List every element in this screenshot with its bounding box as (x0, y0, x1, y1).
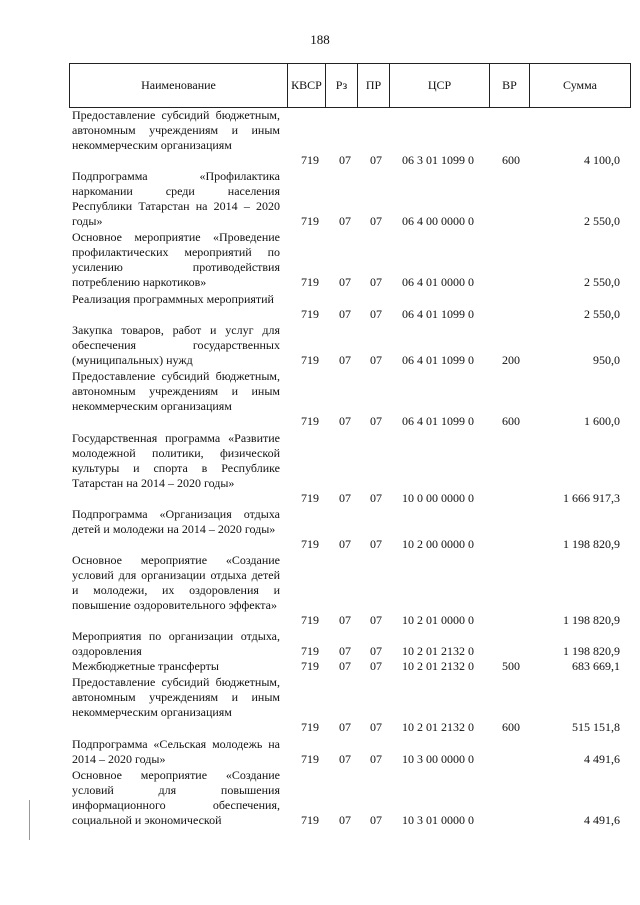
row-name: Закупка товаров, работ и услуг для обеспечения государственных (муниципальных) нужд (72, 323, 280, 367)
row-name: Основное мероприятие «Создание условий для организации отдыха детей и молодежи, их оздоровления и повышение оздоровительного эффекта» (72, 553, 280, 612)
row-sum: 4 100,0 (584, 153, 620, 167)
row-pr: 07 (370, 813, 382, 827)
row-kvsr: 719 (301, 491, 319, 505)
row-kvsr: 719 (301, 720, 319, 734)
row-name: Предоставление субсидий бюджетным, автономным учреждениям и иным некоммерческим организациям (72, 675, 280, 719)
row-pr: 07 (370, 153, 382, 167)
row-kvsr: 719 (301, 153, 319, 167)
row-csr: 06 4 01 1099 0 (402, 353, 474, 367)
row-pr: 07 (370, 659, 382, 673)
row-name: Предоставление субсидий бюджетным, автономным учреждениям и иным некоммерческим организациям (72, 108, 280, 152)
row-rz: 07 (339, 752, 351, 766)
row-sum: 2 550,0 (584, 275, 620, 289)
row-sum: 4 491,6 (584, 752, 620, 766)
row-sum: 2 550,0 (584, 307, 620, 321)
row-rz: 07 (339, 720, 351, 734)
row-name: Предоставление субсидий бюджетным, автономным учреждениям и иным некоммерческим организациям (72, 369, 280, 413)
row-sum: 4 491,6 (584, 813, 620, 827)
row-pr: 07 (370, 752, 382, 766)
row-csr: 10 2 01 2132 0 (402, 659, 474, 673)
row-rz: 07 (339, 153, 351, 167)
table-row (0, 323, 640, 368)
table-row (0, 292, 640, 322)
row-kvsr: 719 (301, 307, 319, 321)
row-kvsr: 719 (301, 659, 319, 673)
row-name: Реализация программных мероприятий (72, 292, 274, 306)
row-kvsr: 719 (301, 353, 319, 367)
row-csr: 10 3 00 0000 0 (402, 752, 474, 766)
row-sum: 1 198 820,9 (563, 644, 620, 658)
row-sum: 2 550,0 (584, 214, 620, 228)
row-rz: 07 (339, 659, 351, 673)
column-header-sum: Сумма (563, 78, 597, 92)
row-csr: 06 3 01 1099 0 (402, 153, 474, 167)
row-sum: 1 666 917,3 (563, 491, 620, 505)
row-pr: 07 (370, 537, 382, 551)
table-row (0, 369, 640, 429)
row-name: Мероприятия по организации отдыха, оздоровления (72, 629, 280, 658)
table-row (0, 507, 640, 552)
column-header-rz: Рз (326, 64, 358, 107)
row-rz: 07 (339, 353, 351, 367)
row-sum: 1 198 820,9 (563, 613, 620, 627)
table-row (0, 737, 640, 767)
row-vr: 600 (502, 720, 520, 734)
row-kvsr: 719 (301, 275, 319, 289)
row-pr: 07 (370, 275, 382, 289)
row-rz: 07 (339, 613, 351, 627)
row-pr: 07 (370, 613, 382, 627)
row-csr: 10 0 00 0000 0 (402, 491, 474, 505)
row-vr: 600 (502, 414, 520, 428)
row-csr: 10 2 01 2132 0 (402, 644, 474, 658)
row-csr: 06 4 01 1099 0 (402, 307, 474, 321)
row-pr: 07 (370, 644, 382, 658)
row-pr: 07 (370, 307, 382, 321)
row-name: Основное мероприятие «Создание условий для повышения информационного обеспечения, социальной и экономической (72, 768, 280, 827)
row-vr: 200 (502, 353, 520, 367)
row-vr: 500 (502, 659, 520, 673)
row-name: Государственная программа «Развитие молодежной политики, физической культуры и спорта в Республике Татарстан на 2014 – 2020 годы» (72, 431, 280, 490)
row-kvsr: 719 (301, 537, 319, 551)
row-rz: 07 (339, 644, 351, 658)
column-header-pr: ПР (358, 64, 390, 107)
row-kvsr: 719 (301, 414, 319, 428)
row-kvsr: 719 (301, 613, 319, 627)
table-row (0, 659, 640, 674)
row-rz: 07 (339, 214, 351, 228)
row-pr: 07 (370, 414, 382, 428)
row-name: Подпрограмма «Профилактика наркомании среди населения Республики Татарстан на 2014 – 2020 годы» (72, 169, 280, 228)
column-header-vr: ВР (490, 64, 530, 107)
row-rz: 07 (339, 275, 351, 289)
page-number: 188 (310, 32, 330, 47)
row-sum: 1 600,0 (584, 414, 620, 428)
column-header-name: Наименование (70, 64, 288, 107)
row-rz: 07 (339, 813, 351, 827)
row-vr: 600 (502, 153, 520, 167)
table-row (0, 629, 640, 659)
column-header-kvsr: КВСР (288, 64, 326, 107)
row-sum: 683 669,1 (572, 659, 620, 673)
row-pr: 07 (370, 491, 382, 505)
row-rz: 07 (339, 307, 351, 321)
table-row (0, 768, 640, 828)
row-csr: 10 2 00 0000 0 (402, 537, 474, 551)
scan-margin-mark (29, 800, 30, 840)
table-row (0, 169, 640, 229)
row-csr: 10 3 01 0000 0 (402, 813, 474, 827)
table-header (69, 63, 631, 108)
row-rz: 07 (339, 537, 351, 551)
table-row (0, 431, 640, 506)
row-pr: 07 (370, 353, 382, 367)
row-csr: 10 2 01 0000 0 (402, 613, 474, 627)
row-name: Подпрограмма «Организация отдыха детей и молодежи на 2014 – 2020 годы» (72, 507, 280, 536)
row-sum: 515 151,8 (572, 720, 620, 734)
row-pr: 07 (370, 720, 382, 734)
row-name: Подпрограмма «Сельская молодежь на 2014 – 2020 годы» (72, 737, 280, 766)
table-row (0, 230, 640, 290)
row-rz: 07 (339, 414, 351, 428)
row-sum: 950,0 (593, 353, 620, 367)
row-csr: 06 4 01 0000 0 (402, 275, 474, 289)
column-header-csr: ЦСР (390, 64, 490, 107)
row-pr: 07 (370, 214, 382, 228)
row-csr: 06 4 01 1099 0 (402, 414, 474, 428)
table-row (0, 553, 640, 628)
row-csr: 10 2 01 2132 0 (402, 720, 474, 734)
row-kvsr: 719 (301, 644, 319, 658)
row-name: Основное мероприятие «Проведение профилактических мероприятий по усилению противодействия потреблению наркотиков» (72, 230, 280, 289)
row-csr: 06 4 00 0000 0 (402, 214, 474, 228)
row-rz: 07 (339, 491, 351, 505)
row-name: Межбюджетные трансферты (72, 659, 219, 673)
row-kvsr: 719 (301, 214, 319, 228)
row-sum: 1 198 820,9 (563, 537, 620, 551)
table-row (0, 675, 640, 735)
row-kvsr: 719 (301, 813, 319, 827)
row-kvsr: 719 (301, 752, 319, 766)
table-row (0, 108, 640, 168)
